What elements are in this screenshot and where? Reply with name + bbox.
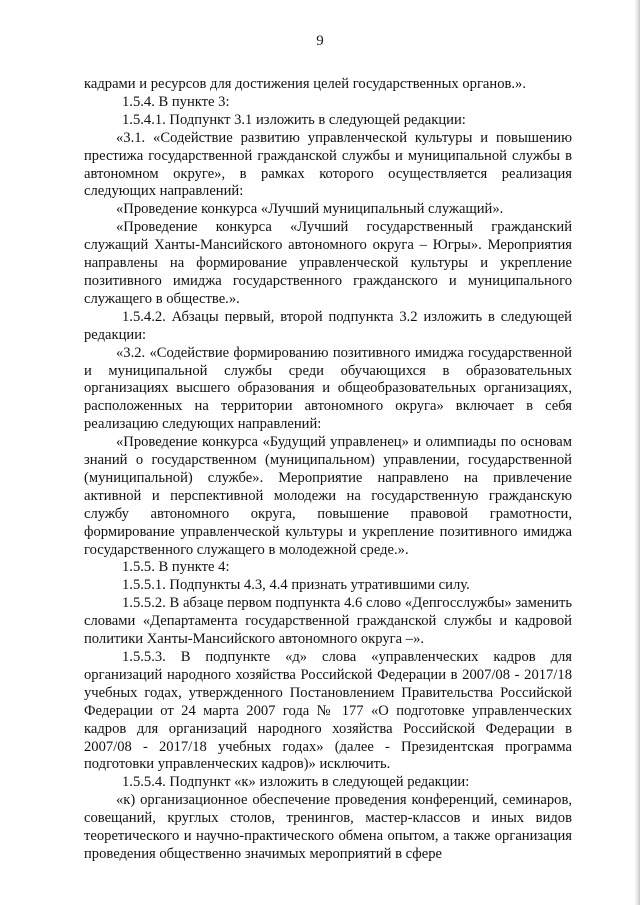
page-edge-shadow: [634, 0, 640, 905]
paragraph-contest-best-state: «Проведение конкурса «Лучший государственный гражданский служащий Ханты-Мансийского автономного округа – Югры». Мероприятия направлены на формирование управленческой культуры и укрепление позитивного имиджа государственного гражданского и муниципального служащего в обществе.».: [84, 219, 572, 307]
paragraph-1-5-4: 1.5.4. В пункте 3:: [122, 93, 230, 110]
paragraph-subclause-k: «к) организационное обеспечение проведения конференций, семинаров, совещаний, круглых столов, тренингов, мастер-классов и иных видов теоретического и научно-практического обмена опытом, а также организация проведения общественно значимых мероприятий в сфере: [84, 792, 572, 862]
paragraph-1-5-5-1: 1.5.5.1. Подпункты 4.3, 4.4 признать утратившими силу.: [122, 577, 470, 594]
paragraph-subclause-3-2: «3.2. «Содействие формированию позитивного имиджа государственной и муниципальной службы среди обучающихся в образовательных организациях высшего образования и общеобразовательных организациях, расположенных на территории автономного округа» включает в себя реализацию следующих направлений:: [84, 344, 572, 433]
paragraph-1-5-5-2: 1.5.5.2. В абзаце первом подпункта 4.6 слово «Депгосслужбы» заменить словами «Департамента государственной гражданской службы и кадровой политики Ханты-Мансийского автономного округа –».: [84, 595, 572, 648]
paragraph-continuation: кадрами и ресурсов для достижения целей государственных органов.».: [84, 76, 527, 92]
document-body: [84, 76, 572, 864]
paragraph-contest-best-municipal: «Проведение конкурса «Лучший муниципальный служащий».: [116, 201, 504, 218]
paragraph-1-5-4-2: 1.5.4.2. Абзацы первый, второй подпункта 3.2 изложить в следующей редакции:: [84, 308, 572, 343]
paragraph-subclause-3-1: «3.1. «Содействие развитию управленческой культуры и повышению престижа государственной гражданской службы и муниципальной службы в автономном округе», в рамках которого осуществляется реализация следующих направлений:: [84, 129, 572, 200]
paragraph-1-5-5: 1.5.5. В пункте 4:: [122, 559, 230, 576]
paragraph-1-5-5-4: 1.5.5.4. Подпункт «к» изложить в следующей редакции:: [122, 774, 470, 791]
paragraph-1-5-4-1: 1.5.4.1. Подпункт 3.1 изложить в следующей редакции:: [122, 111, 466, 128]
paragraph-contest-future-manager: «Проведение конкурса «Будущий управленец» и олимпиады по основам знаний о государственном (муниципальном) управлении, государственной (муниципальной) службе». Мероприятие направлено на привлечение активной и перспективной молодежи на государственную гражданскую службу автономного округа, повышение правовой грамотности, формирование управленческой культуры и укрепление позитивного имиджа государственного служащего в молодежной среде.».: [84, 434, 572, 558]
paragraph-1-5-5-3: 1.5.5.3. В подпункте «д» слова «управленческих кадров для организаций народного хозяйства Российской Федерации в 2007/08 - 2017/18 учебных годах, утвержденного Постановлением Правительства Российской Федерации от 24 марта 2007 года № 177 «О подготовке управленческих кадров для организаций народного хозяйства Российской Федерации в 2007/08 - 2017/18 учебных годах» (далее - Президентская программа подготовки управленческих кадров)» исключить.: [84, 649, 572, 773]
page-number: 9: [316, 33, 324, 49]
